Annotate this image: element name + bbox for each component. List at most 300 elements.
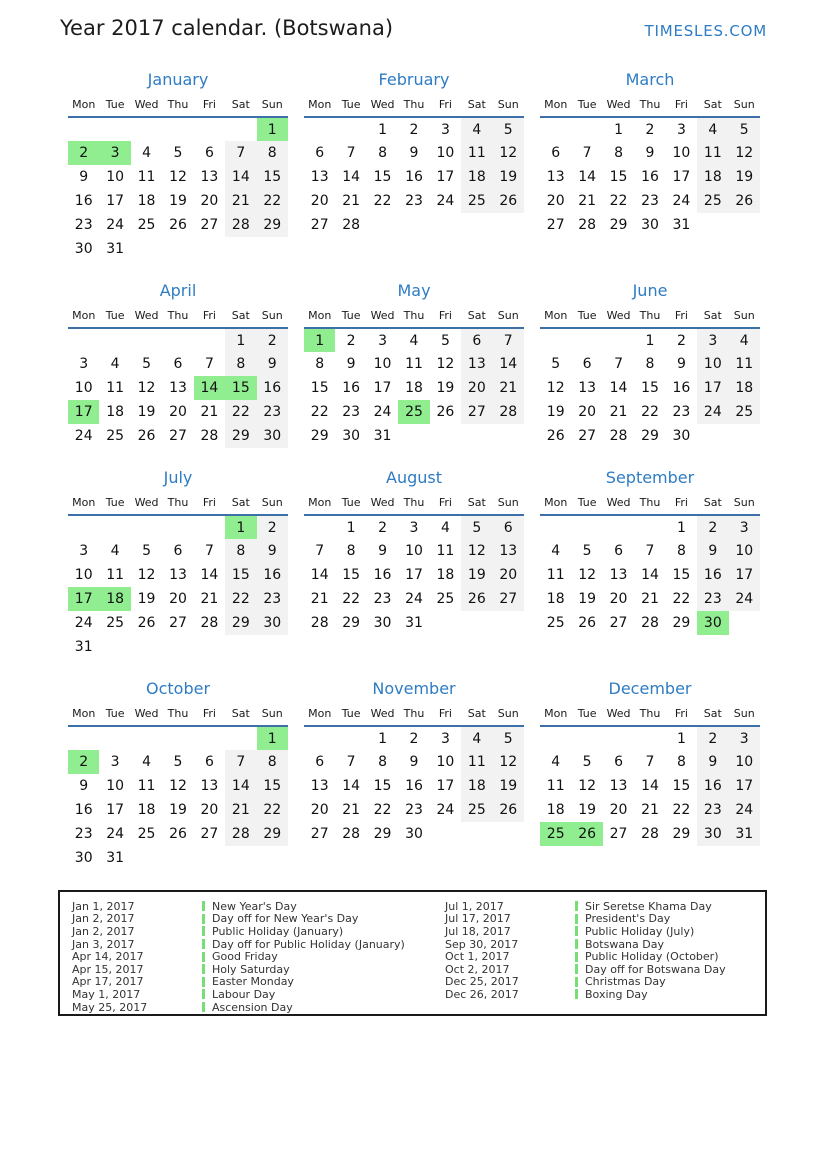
week-row	[540, 563, 760, 587]
weekday-header-fri: Fri	[194, 307, 225, 328]
weekday-header-thu: Thu	[634, 96, 665, 117]
weekday-header-tue: Tue	[99, 307, 130, 328]
day-december-7: 7	[645, 754, 655, 770]
day-february-21: 21	[342, 193, 361, 209]
day-july-20: 20	[169, 591, 187, 607]
legend-column-2	[445, 900, 765, 1014]
day-september-26: 26	[578, 615, 597, 631]
day-may-23: 23	[342, 404, 361, 420]
day-july-29: 29	[225, 611, 256, 635]
weekday-header-sun: Sun	[729, 96, 760, 117]
day-march-23: 23	[641, 193, 659, 209]
weekday-header-sat: Sat	[697, 494, 728, 515]
day-may-13: 13	[461, 352, 492, 376]
day-january-6: 6	[204, 145, 214, 161]
day-may-16: 16	[342, 380, 361, 396]
holiday-name	[202, 950, 278, 963]
holiday-date: Jan 2, 2017	[72, 912, 135, 926]
day-october-9: 9	[79, 778, 89, 794]
holiday-name	[202, 900, 297, 913]
day-february-2: 2	[409, 121, 419, 138]
day-may-4: 4	[409, 332, 419, 349]
weekday-header-thu: Thu	[634, 307, 665, 328]
day-september-13: 13	[609, 567, 628, 583]
weekday-header-wed: Wed	[367, 494, 398, 515]
day-march-31: 31	[672, 217, 691, 233]
weekday-header-thu: Thu	[162, 705, 193, 726]
day-january-1: 1	[257, 117, 288, 141]
week-row	[68, 822, 288, 846]
day-december-23: 23	[697, 798, 728, 822]
day-july-5: 5	[142, 543, 152, 559]
day-february-9: 9	[409, 145, 419, 161]
week-row	[68, 798, 288, 822]
week-row	[540, 376, 760, 400]
day-november-17: 17	[436, 778, 455, 794]
empty-day-cell	[194, 328, 225, 352]
day-august-26: 26	[461, 587, 492, 611]
empty-day-cell	[603, 328, 634, 352]
day-november-15: 15	[373, 778, 392, 794]
week-row	[304, 822, 524, 846]
day-december-30: 30	[697, 822, 728, 846]
weekday-header-sun: Sun	[257, 96, 288, 117]
weekday-header-fri: Fri	[666, 705, 697, 726]
day-june-30: 30	[672, 428, 691, 444]
day-august-31: 31	[405, 615, 423, 631]
empty-day-cell	[257, 846, 288, 870]
week-row	[540, 400, 760, 424]
day-july-8: 8	[225, 539, 256, 563]
day-october-30: 30	[74, 850, 93, 866]
day-november-21: 21	[342, 802, 361, 818]
empty-day-cell	[131, 117, 162, 141]
day-march-14: 14	[578, 169, 597, 185]
day-april-7: 7	[204, 356, 214, 372]
holiday-date: Apr 15, 2017	[72, 962, 144, 976]
day-may-7: 7	[493, 328, 524, 352]
day-may-27: 27	[461, 400, 492, 424]
empty-day-cell	[162, 237, 193, 261]
empty-day-cell	[540, 328, 571, 352]
weekday-header-mon: Mon	[304, 494, 335, 515]
day-january-28: 28	[225, 213, 256, 237]
weekday-header-sat: Sat	[697, 96, 728, 117]
day-march-26: 26	[729, 189, 760, 213]
empty-day-cell	[540, 117, 571, 141]
holiday-marker-icon	[202, 989, 205, 999]
day-january-30: 30	[74, 241, 93, 257]
day-may-12: 12	[436, 356, 455, 372]
day-february-6: 6	[315, 145, 325, 161]
month-title-april: April	[159, 281, 197, 300]
empty-day-cell	[162, 726, 193, 750]
holiday-date: Jul 17, 2017	[445, 912, 511, 926]
day-april-19: 19	[137, 404, 156, 420]
day-june-25: 25	[729, 400, 760, 424]
holiday-date: Jan 2, 2017	[72, 924, 135, 938]
weekday-header-sun: Sun	[257, 494, 288, 515]
page-title: Year 2017 calendar. (Botswana)	[60, 16, 394, 40]
month-title-july: July	[163, 468, 193, 487]
day-june-15: 15	[641, 380, 659, 396]
empty-day-cell	[68, 726, 99, 750]
empty-day-cell	[99, 635, 130, 659]
day-july-6: 6	[173, 543, 183, 559]
day-july-3: 3	[79, 543, 89, 559]
day-january-20: 20	[200, 193, 219, 209]
day-may-29: 29	[310, 428, 329, 444]
week-row	[540, 515, 760, 539]
weekday-header-tue: Tue	[335, 705, 366, 726]
day-september-25: 25	[546, 615, 565, 631]
day-november-23: 23	[405, 802, 423, 818]
holiday-row	[72, 925, 445, 938]
day-may-3: 3	[378, 332, 388, 349]
holiday-marker-icon	[202, 914, 205, 924]
holiday-name-text: Easter Monday	[212, 975, 294, 989]
holiday-row	[445, 988, 765, 1001]
empty-day-cell	[571, 328, 602, 352]
day-december-20: 20	[609, 802, 628, 818]
weekday-header-fri: Fri	[666, 96, 697, 117]
day-december-1: 1	[676, 730, 686, 747]
weekday-header-tue: Tue	[571, 494, 602, 515]
empty-day-cell	[225, 117, 256, 141]
week-row	[540, 117, 760, 141]
empty-day-cell	[398, 424, 429, 448]
day-june-29: 29	[641, 428, 659, 444]
empty-day-cell	[131, 726, 162, 750]
day-june-22: 22	[641, 404, 659, 420]
empty-day-cell	[131, 237, 162, 261]
holiday-row	[72, 913, 445, 926]
day-june-6: 6	[582, 356, 592, 372]
empty-day-cell	[634, 726, 665, 750]
day-march-18: 18	[697, 165, 728, 189]
day-june-13: 13	[578, 380, 597, 396]
weekday-header-sun: Sun	[493, 307, 524, 328]
month-title-september: September	[605, 468, 695, 487]
day-april-5: 5	[142, 356, 152, 372]
day-november-7: 7	[346, 754, 356, 770]
day-january-5: 5	[173, 145, 183, 161]
day-december-19: 19	[578, 802, 597, 818]
week-row	[304, 328, 524, 352]
day-june-28: 28	[609, 428, 628, 444]
weekday-header-fri: Fri	[194, 705, 225, 726]
day-march-30: 30	[641, 217, 659, 233]
week-row	[68, 424, 288, 448]
day-november-16: 16	[405, 778, 423, 794]
day-october-12: 12	[169, 778, 187, 794]
weekday-header-wed: Wed	[131, 494, 162, 515]
empty-day-cell	[603, 726, 634, 750]
day-december-3: 3	[729, 726, 760, 750]
day-july-21: 21	[200, 591, 219, 607]
day-october-18: 18	[137, 802, 156, 818]
day-february-23: 23	[405, 193, 423, 209]
empty-day-cell	[131, 635, 162, 659]
day-december-6: 6	[614, 754, 624, 770]
day-november-1: 1	[378, 730, 388, 747]
day-may-6: 6	[461, 328, 492, 352]
day-august-15: 15	[342, 567, 361, 583]
day-september-29: 29	[672, 615, 691, 631]
day-december-13: 13	[609, 778, 628, 794]
weekday-header-tue: Tue	[335, 96, 366, 117]
empty-day-cell	[461, 611, 492, 635]
day-march-15: 15	[609, 169, 628, 185]
day-march-12: 12	[729, 141, 760, 165]
day-september-20: 20	[609, 591, 628, 607]
empty-day-cell	[603, 515, 634, 539]
month-table-may	[304, 307, 524, 448]
holiday-row	[72, 900, 445, 913]
weekday-header-sun: Sun	[257, 307, 288, 328]
day-january-29: 29	[257, 213, 288, 237]
day-march-7: 7	[582, 145, 592, 161]
weekday-header-fri: Fri	[430, 307, 461, 328]
empty-day-cell	[162, 635, 193, 659]
day-august-10: 10	[405, 543, 423, 559]
day-june-10: 10	[697, 352, 728, 376]
day-december-5: 5	[582, 754, 592, 770]
empty-day-cell	[225, 237, 256, 261]
day-march-8: 8	[614, 145, 624, 161]
day-november-13: 13	[310, 778, 329, 794]
day-may-14: 14	[493, 352, 524, 376]
day-august-7: 7	[315, 543, 325, 559]
day-january-31: 31	[106, 241, 125, 257]
day-september-22: 22	[672, 591, 691, 607]
week-row	[68, 213, 288, 237]
day-february-26: 26	[493, 189, 524, 213]
day-august-22: 22	[342, 591, 361, 607]
day-may-21: 21	[493, 376, 524, 400]
empty-day-cell	[68, 515, 99, 539]
weekday-header-fri: Fri	[430, 705, 461, 726]
day-july-2: 2	[257, 515, 288, 539]
day-march-29: 29	[609, 217, 628, 233]
day-april-11: 11	[106, 380, 125, 396]
day-september-9: 9	[697, 539, 728, 563]
day-february-11: 11	[461, 141, 492, 165]
day-november-22: 22	[373, 802, 392, 818]
day-august-30: 30	[373, 615, 392, 631]
empty-day-cell	[162, 515, 193, 539]
weekday-header-thu: Thu	[398, 494, 429, 515]
holiday-marker-icon	[575, 926, 578, 936]
weekday-header-thu: Thu	[398, 307, 429, 328]
weekday-header-wed: Wed	[603, 705, 634, 726]
holiday-name-text: Christmas Day	[585, 975, 666, 989]
months-grid	[68, 70, 760, 870]
day-december-11: 11	[546, 778, 565, 794]
weekday-header-tue: Tue	[571, 705, 602, 726]
empty-day-cell	[257, 237, 288, 261]
day-december-8: 8	[676, 754, 686, 770]
day-july-10: 10	[74, 567, 93, 583]
day-may-26: 26	[436, 404, 455, 420]
holiday-date: Jul 1, 2017	[445, 899, 504, 913]
day-february-4: 4	[461, 117, 492, 141]
week-row	[68, 237, 288, 261]
empty-day-cell	[729, 213, 760, 237]
day-march-22: 22	[609, 193, 628, 209]
week-row	[540, 587, 760, 611]
day-october-13: 13	[200, 778, 219, 794]
day-january-23: 23	[74, 217, 93, 233]
week-row	[304, 165, 524, 189]
day-december-21: 21	[641, 802, 659, 818]
empty-day-cell	[571, 726, 602, 750]
week-row	[68, 635, 288, 659]
day-may-31: 31	[373, 428, 392, 444]
day-september-18: 18	[546, 591, 565, 607]
day-march-1: 1	[614, 121, 624, 138]
day-june-27: 27	[578, 428, 597, 444]
empty-day-cell	[398, 213, 429, 237]
day-march-16: 16	[641, 169, 659, 185]
week-row	[304, 750, 524, 774]
empty-day-cell	[697, 424, 728, 448]
month-table-january	[68, 96, 288, 261]
day-november-18: 18	[461, 774, 492, 798]
day-april-25: 25	[106, 428, 125, 444]
day-september-24: 24	[729, 587, 760, 611]
day-november-20: 20	[310, 802, 329, 818]
empty-day-cell	[194, 237, 225, 261]
day-december-26: 26	[571, 822, 602, 846]
empty-day-cell	[461, 424, 492, 448]
week-row	[304, 798, 524, 822]
day-march-3: 3	[676, 121, 686, 138]
day-september-21: 21	[641, 591, 659, 607]
day-august-20: 20	[493, 563, 524, 587]
empty-day-cell	[697, 213, 728, 237]
empty-day-cell	[225, 635, 256, 659]
day-january-13: 13	[200, 169, 219, 185]
day-may-5: 5	[440, 332, 450, 349]
month-table-october	[68, 705, 288, 870]
weekday-header-sat: Sat	[225, 494, 256, 515]
holiday-name	[575, 925, 694, 938]
holiday-name-text: Public Holiday (January)	[212, 924, 344, 938]
day-april-24: 24	[74, 428, 93, 444]
day-march-11: 11	[697, 141, 728, 165]
week-row	[540, 611, 760, 635]
weekday-header-wed: Wed	[367, 96, 398, 117]
week-row	[68, 165, 288, 189]
day-april-28: 28	[200, 428, 219, 444]
day-august-24: 24	[405, 591, 423, 607]
page-header	[60, 16, 767, 40]
day-august-5: 5	[461, 515, 492, 539]
day-april-27: 27	[169, 428, 187, 444]
month-title-june: June	[632, 281, 668, 300]
holiday-date: Dec 25, 2017	[445, 975, 519, 989]
weekday-header-fri: Fri	[430, 96, 461, 117]
weekday-header-sat: Sat	[697, 307, 728, 328]
day-april-20: 20	[169, 404, 187, 420]
day-october-23: 23	[74, 826, 93, 842]
holiday-name	[575, 900, 712, 913]
month-title-march: March	[625, 70, 675, 89]
day-april-30: 30	[257, 424, 288, 448]
holiday-name-text: President's Day	[585, 912, 671, 926]
holiday-name	[202, 912, 358, 925]
day-april-12: 12	[137, 380, 156, 396]
day-november-4: 4	[461, 726, 492, 750]
day-february-10: 10	[436, 145, 455, 161]
holiday-date: Apr 17, 2017	[72, 975, 144, 989]
day-may-24: 24	[373, 404, 392, 420]
day-december-14: 14	[641, 778, 659, 794]
holiday-name-text: New Year's Day	[212, 899, 297, 913]
month-september	[540, 468, 760, 659]
weekday-header-mon: Mon	[540, 307, 571, 328]
day-july-15: 15	[225, 563, 256, 587]
weekday-header-fri: Fri	[194, 494, 225, 515]
day-may-30: 30	[342, 428, 361, 444]
empty-day-cell	[162, 117, 193, 141]
day-february-16: 16	[405, 169, 423, 185]
day-january-7: 7	[225, 141, 256, 165]
weekday-header-thu: Thu	[162, 307, 193, 328]
holiday-date: Dec 26, 2017	[445, 987, 519, 1001]
day-september-28: 28	[641, 615, 659, 631]
holiday-name-text: Public Holiday (July)	[585, 924, 695, 938]
day-february-19: 19	[493, 165, 524, 189]
weekday-header-sun: Sun	[257, 705, 288, 726]
day-june-17: 17	[697, 376, 728, 400]
day-october-8: 8	[257, 750, 288, 774]
day-october-15: 15	[257, 774, 288, 798]
day-october-6: 6	[204, 754, 214, 770]
day-october-5: 5	[173, 754, 183, 770]
day-december-29: 29	[672, 826, 691, 842]
holiday-name-text: Good Friday	[212, 950, 278, 964]
weekday-header-tue: Tue	[335, 494, 366, 515]
day-february-28: 28	[342, 217, 361, 233]
empty-day-cell	[335, 117, 366, 141]
day-september-8: 8	[676, 543, 686, 559]
day-december-9: 9	[697, 750, 728, 774]
day-october-29: 29	[257, 822, 288, 846]
weekday-header-wed: Wed	[131, 96, 162, 117]
weekday-header-mon: Mon	[68, 494, 99, 515]
day-february-12: 12	[493, 141, 524, 165]
month-title-february: February	[378, 70, 450, 89]
day-february-20: 20	[310, 193, 329, 209]
day-october-17: 17	[106, 802, 125, 818]
holiday-marker-icon	[202, 926, 205, 936]
weekday-header-sun: Sun	[729, 307, 760, 328]
weekday-header-sat: Sat	[225, 307, 256, 328]
holiday-row	[445, 963, 765, 976]
holiday-marker-icon	[575, 952, 578, 962]
week-row	[68, 726, 288, 750]
holiday-marker-icon	[575, 977, 578, 987]
week-row	[304, 611, 524, 635]
holiday-name-text: Day off for New Year's Day	[212, 912, 359, 926]
site-link[interactable]: TIMESLES.COM	[644, 22, 767, 40]
empty-day-cell	[430, 822, 461, 846]
day-november-6: 6	[315, 754, 325, 770]
month-january	[68, 70, 288, 261]
month-title-october: October	[145, 679, 211, 698]
